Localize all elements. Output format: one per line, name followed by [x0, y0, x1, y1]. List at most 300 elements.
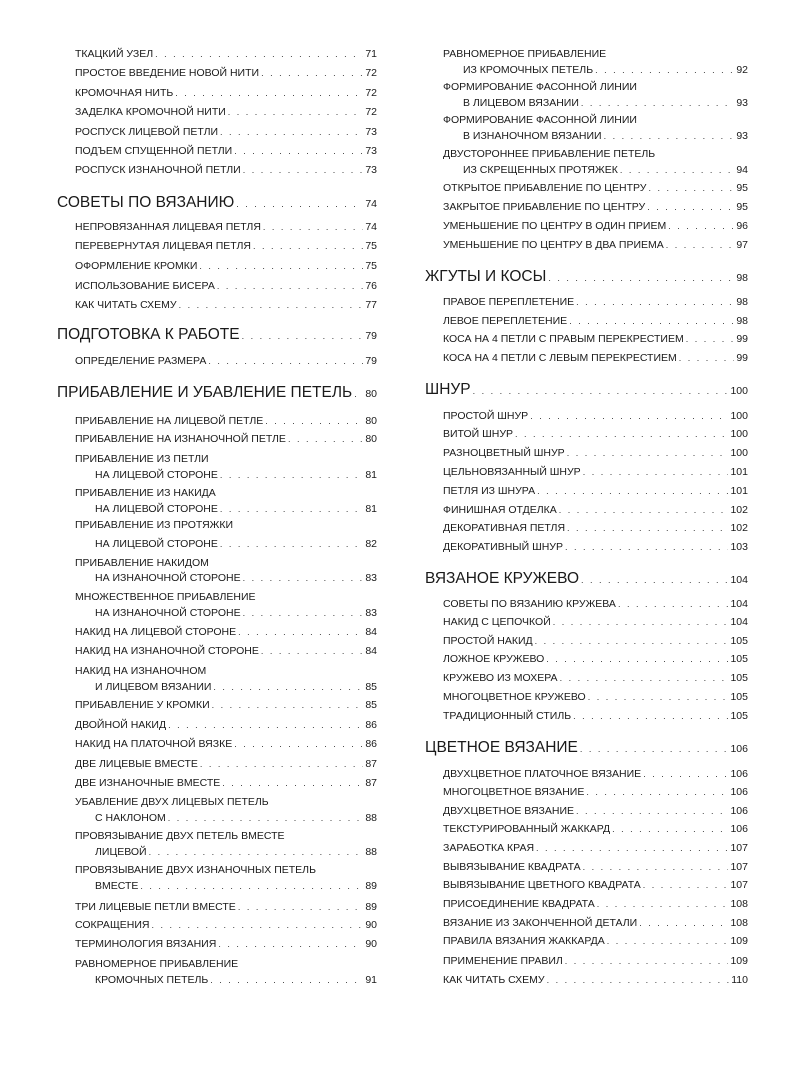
- dot-leader: [212, 699, 364, 712]
- dot-leader: [583, 861, 729, 874]
- entry-title: ИЗ КРОМОЧНЫХ ПЕТЕЛЬ: [463, 64, 594, 76]
- toc-entry-first-line: [443, 81, 748, 94]
- entry-title: НАКИД С ЦЕПОЧКОЙ: [443, 616, 551, 628]
- entry-title: КОСА НА 4 ПЕТЛИ С ПРАВЫМ ПЕРЕКРЕСТИЕМ: [443, 333, 684, 345]
- dot-leader: [218, 938, 363, 951]
- page-number: 107: [730, 842, 748, 854]
- entry-title: ЗАКРЫТОЕ ПРИБАВЛЕНИЕ ПО ЦЕНТРУ: [443, 201, 646, 213]
- dot-leader: [586, 786, 728, 799]
- dot-leader: [580, 740, 729, 758]
- toc-entry[interactable]: [443, 522, 748, 535]
- toc-entry[interactable]: [443, 710, 748, 723]
- page-number: 105: [730, 710, 748, 722]
- page-number: 106: [730, 786, 748, 798]
- dot-leader: [179, 299, 364, 312]
- toc-entry[interactable]: [443, 182, 748, 195]
- page-number: 101: [730, 485, 748, 497]
- entry-title: УБАВЛЕНИЕ ДВУХ ЛИЦЕВЫХ ПЕТЕЛЬ: [75, 796, 269, 808]
- toc-entry[interactable]: [75, 299, 377, 312]
- toc-section-heading[interactable]: [425, 739, 748, 758]
- page-number: 80: [365, 433, 377, 445]
- page-number: 84: [365, 645, 377, 657]
- dot-leader: [569, 315, 734, 328]
- dot-leader: [576, 805, 728, 818]
- section-title: СОВЕТЫ ПО ВЯЗАНИЮ: [57, 194, 235, 211]
- page-number: 79: [365, 355, 377, 367]
- toc-entry[interactable]: [443, 898, 748, 911]
- entry-title: КРУЖЕВО ИЗ МОХЕРА: [443, 672, 558, 684]
- dot-leader: [152, 919, 364, 932]
- entry-title: СОВЕТЫ ПО ВЯЗАНИЮ КРУЖЕВА: [443, 598, 616, 610]
- toc-entry[interactable]: [75, 106, 377, 119]
- toc-entry[interactable]: [75, 87, 377, 100]
- dot-leader: [354, 385, 363, 403]
- toc-entry-first-line: [75, 796, 377, 809]
- dot-leader: [686, 333, 735, 346]
- dot-leader: [530, 410, 728, 423]
- dot-leader: [220, 469, 363, 482]
- dot-leader: [565, 541, 729, 554]
- toc-entry[interactable]: [75, 145, 377, 158]
- page-number: 106: [730, 805, 748, 817]
- dot-leader: [288, 433, 363, 446]
- toc-entry[interactable]: [443, 786, 748, 799]
- toc-entry[interactable]: [95, 469, 377, 482]
- page-number: 106: [730, 743, 748, 755]
- page-number: 71: [365, 48, 377, 60]
- dot-leader: [220, 126, 363, 139]
- dot-leader: [175, 87, 363, 100]
- dot-leader: [515, 428, 728, 441]
- entry-title: ТЕКСТУРИРОВАННЫЙ ЖАККАРД: [443, 823, 611, 835]
- toc-entry[interactable]: [443, 917, 748, 930]
- page-number: 98: [736, 315, 748, 327]
- page-number: 86: [365, 719, 377, 731]
- entry-title: МНОГОЦВЕТНОЕ ВЯЗАНИЕ: [443, 786, 585, 798]
- toc-entry[interactable]: [463, 130, 748, 143]
- toc-entry[interactable]: [75, 221, 377, 234]
- toc-entry[interactable]: [443, 598, 748, 611]
- entry-title: ФОРМИРОВАНИЕ ФАСОННОЙ ЛИНИИ: [443, 81, 637, 93]
- page-number: 76: [365, 280, 377, 292]
- page-number: 107: [730, 861, 748, 873]
- dot-leader: [242, 327, 364, 345]
- toc-section-heading[interactable]: [425, 381, 748, 400]
- entry-title: КОСА НА 4 ПЕТЛИ С ЛЕВЫМ ПЕРЕКРЕСТИЕМ: [443, 352, 677, 364]
- toc-entry[interactable]: [443, 616, 748, 629]
- dot-leader: [618, 598, 729, 611]
- entry-title: УМЕНЬШЕНИЕ ПО ЦЕНТРУ В ДВА ПРИЕМА: [443, 239, 664, 251]
- dot-leader: [155, 48, 363, 61]
- dot-leader: [228, 106, 364, 119]
- page-number: 110: [731, 974, 748, 986]
- entry-title: ЛОЖНОЕ КРУЖЕВО: [443, 653, 545, 665]
- entry-title: УМЕНЬШЕНИЕ ПО ЦЕНТРУ В ОДИН ПРИЕМ: [443, 220, 667, 232]
- dot-leader: [647, 201, 734, 214]
- dot-leader: [553, 616, 729, 629]
- dot-leader: [234, 738, 363, 751]
- entry-title: ПРИБАВЛЕНИЕ ИЗ ПРОТЯЖКИ: [75, 519, 234, 531]
- toc-entry[interactable]: [443, 428, 748, 441]
- toc-entry[interactable]: [443, 805, 748, 818]
- page-number: 85: [365, 681, 377, 693]
- dot-leader: [548, 269, 734, 287]
- page-number: 81: [365, 469, 377, 481]
- toc-section-heading[interactable]: [57, 326, 377, 345]
- entry-title: НА ИЗНАНОЧНОЙ СТОРОНЕ: [95, 572, 241, 584]
- entry-title: РОСПУСК ЛИЦЕВОЙ ПЕТЛИ: [75, 126, 219, 138]
- entry-title: ЗАДЕЛКА КРОМОЧНОЙ НИТИ: [75, 106, 226, 118]
- page-number: 102: [730, 522, 748, 534]
- toc-entry[interactable]: [75, 919, 377, 932]
- toc-entry[interactable]: [75, 758, 377, 771]
- dot-leader: [238, 626, 363, 639]
- entry-title: РАВНОМЕРНОЕ ПРИБАВЛЕНИЕ: [443, 48, 607, 60]
- toc-entry[interactable]: [95, 812, 377, 825]
- toc-entry-first-line: [75, 519, 377, 532]
- toc-entry[interactable]: [95, 607, 377, 620]
- entry-title: СОКРАЩЕНИЯ: [75, 919, 150, 931]
- entry-title: МНОЖЕСТВЕННОЕ ПРИБАВЛЕНИЕ: [75, 591, 256, 603]
- entry-title: НА ЛИЦЕВОЙ СТОРОНЕ: [95, 538, 218, 550]
- entry-title: НАКИД НА ПЛАТОЧНОЙ ВЯЗКЕ: [75, 738, 233, 750]
- toc-entry[interactable]: [75, 240, 377, 253]
- dot-leader: [265, 415, 363, 428]
- toc-entry[interactable]: [443, 410, 748, 423]
- entry-title: ПОДЪЕМ СПУЩЕННОЙ ПЕТЛИ: [75, 145, 233, 157]
- toc-entry[interactable]: [95, 572, 377, 585]
- page-number: 73: [365, 126, 377, 138]
- section-title: ШНУР: [425, 381, 471, 398]
- page-number: 83: [365, 607, 377, 619]
- dot-leader: [200, 758, 363, 771]
- page-number: 93: [736, 97, 748, 109]
- page-number: 94: [736, 164, 748, 176]
- toc-entry-first-line: [75, 665, 377, 678]
- toc-entry[interactable]: [463, 64, 748, 77]
- page-number: 91: [365, 974, 377, 986]
- entry-title: ТЕРМИНОЛОГИЯ ВЯЗАНИЯ: [75, 938, 217, 950]
- entry-title: РОСПУСК ИЗНАНОЧНОЙ ПЕТЛИ: [75, 164, 241, 176]
- page-number: 109: [730, 935, 748, 947]
- page-number: 81: [365, 503, 377, 515]
- entry-title: В ЛИЦЕВОМ ВЯЗАНИИ: [463, 97, 579, 109]
- entry-title: ДВУХЦВЕТНОЕ ПЛАТОЧНОЕ ВЯЗАНИЕ: [443, 768, 642, 780]
- entry-title: ПРОСТОЙ ШНУР: [443, 410, 529, 422]
- dot-leader: [243, 164, 364, 177]
- toc-entry[interactable]: [443, 352, 748, 365]
- toc-entry[interactable]: [75, 719, 377, 732]
- toc-entry[interactable]: [75, 280, 377, 293]
- entry-title: ПРИБАВЛЕНИЕ НА ИЗНАНОЧНОЙ ПЕТЛЕ: [75, 433, 286, 445]
- entry-title: ДВУСТОРОННЕЕ ПРИБАВЛЕНИЕ ПЕТЕЛЬ: [443, 148, 656, 160]
- page-number: 106: [730, 823, 748, 835]
- entry-title: ДВЕ ИЗНАНОЧНЫЕ ВМЕСТЕ: [75, 777, 221, 789]
- entry-title: ЛЕВОЕ ПЕРЕПЛЕТЕНИЕ: [443, 315, 568, 327]
- page-number: 98: [736, 272, 748, 284]
- toc-section-heading[interactable]: [425, 268, 748, 287]
- toc-entry[interactable]: [443, 672, 748, 685]
- page-number: 98: [736, 296, 748, 308]
- section-title: ПОДГОТОВКА К РАБОТЕ: [57, 326, 240, 343]
- dot-leader: [243, 607, 364, 620]
- dot-leader: [263, 221, 363, 234]
- toc-entry[interactable]: [75, 48, 377, 61]
- page-number: 104: [730, 598, 748, 610]
- toc-entry[interactable]: [75, 67, 377, 80]
- toc-entry[interactable]: [443, 635, 748, 648]
- entry-title: КАК ЧИТАТЬ СХЕМУ: [75, 299, 177, 311]
- entry-title: ПРОВЯЗЫВАНИЕ ДВУХ ПЕТЕЛЬ ВМЕСТЕ: [75, 830, 285, 842]
- entry-title: ДЕКОРАТИВНЫЙ ШНУР: [443, 541, 563, 553]
- toc-section-heading[interactable]: [57, 194, 377, 213]
- toc-entry[interactable]: [443, 861, 748, 874]
- page-number: 86: [365, 738, 377, 750]
- dot-leader: [208, 355, 363, 368]
- toc-entry[interactable]: [75, 901, 377, 914]
- dot-leader: [565, 955, 729, 968]
- toc-entry[interactable]: [443, 466, 748, 479]
- entry-title: НА ИЗНАНОЧНОЙ СТОРОНЕ: [95, 607, 241, 619]
- toc-entry[interactable]: [443, 879, 748, 892]
- entry-title: ПРИБАВЛЕНИЕ У КРОМКИ: [75, 699, 210, 711]
- toc-entry[interactable]: [463, 97, 748, 110]
- page-number: 99: [736, 352, 748, 364]
- dot-leader: [261, 645, 363, 658]
- entry-title: ИЗ СКРЕЩЕННЫХ ПРОТЯЖЕК: [463, 164, 618, 176]
- page-number: 80: [365, 388, 377, 400]
- entry-title: ПРОСТОЕ ВВЕДЕНИЕ НОВОЙ НИТИ: [75, 67, 260, 79]
- page-number: 105: [730, 672, 748, 684]
- page-number: 96: [736, 220, 748, 232]
- entry-title: ПРАВОЕ ПЕРЕПЛЕТЕНИЕ: [443, 296, 575, 308]
- page-number: 100: [730, 410, 748, 422]
- dot-leader: [612, 823, 728, 836]
- entry-title: ЛИЦЕВОЙ: [95, 846, 147, 858]
- toc-entry[interactable]: [75, 433, 377, 446]
- toc-entry[interactable]: [443, 768, 748, 781]
- entry-title: ТРИ ЛИЦЕВЫЕ ПЕТЛИ ВМЕСТЕ: [75, 901, 236, 913]
- dot-leader: [648, 182, 734, 195]
- toc-entry[interactable]: [443, 315, 748, 328]
- section-title: ЖГУТЫ И КОСЫ: [425, 268, 547, 285]
- page-number: 106: [730, 768, 748, 780]
- page-number: 97: [736, 239, 748, 251]
- dot-leader: [546, 653, 728, 666]
- toc-entry-first-line: [75, 830, 377, 843]
- toc-entry-first-line: [75, 958, 377, 971]
- toc-entry[interactable]: [443, 842, 748, 855]
- page-number: 83: [365, 572, 377, 584]
- page-number: 93: [736, 130, 748, 142]
- dot-leader: [567, 447, 729, 460]
- page-number: 89: [365, 880, 377, 892]
- dot-leader: [220, 503, 363, 516]
- page-number: 82: [365, 538, 377, 550]
- page-number: 102: [730, 504, 748, 516]
- toc-entry[interactable]: [75, 415, 377, 428]
- entry-title: ОТКРЫТОЕ ПРИБАВЛЕНИЕ ПО ЦЕНТРУ: [443, 182, 647, 194]
- entry-title: ВМЕСТЕ: [95, 880, 139, 892]
- toc-entry[interactable]: [443, 201, 748, 214]
- toc-entry[interactable]: [443, 296, 748, 309]
- toc-entry[interactable]: [443, 239, 748, 252]
- toc-entry[interactable]: [75, 777, 377, 790]
- toc-entry[interactable]: [443, 541, 748, 554]
- toc-entry[interactable]: [75, 164, 377, 177]
- entry-title: ФИНИШНАЯ ОТДЕЛКА: [443, 504, 557, 516]
- page-number: 88: [365, 846, 377, 858]
- page-number: 77: [365, 299, 377, 311]
- toc-entry-first-line: [75, 864, 377, 877]
- toc-entry[interactable]: [443, 823, 748, 836]
- entry-title: ВИТОЙ ШНУР: [443, 428, 514, 440]
- page-number: 95: [736, 182, 748, 194]
- toc-entry[interactable]: [75, 938, 377, 951]
- entry-title: ДЕКОРАТИВНАЯ ПЕТЛЯ: [443, 522, 566, 534]
- entry-title: ИСПОЛЬЗОВАНИЕ БИСЕРА: [75, 280, 215, 292]
- entry-title: НА ЛИЦЕВОЙ СТОРОНЕ: [95, 503, 218, 515]
- entry-title: С НАКЛОНОМ: [95, 812, 166, 824]
- page-number: 105: [730, 635, 748, 647]
- dot-leader: [639, 917, 728, 930]
- dot-leader: [473, 382, 729, 400]
- page-number: 90: [365, 938, 377, 950]
- toc-entry[interactable]: [95, 974, 377, 987]
- page-number: 104: [730, 616, 748, 628]
- page-number: 72: [365, 106, 377, 118]
- entry-title: ПРОВЯЗЫВАНИЕ ДВУХ ИЗНАНОЧНЫХ ПЕТЕЛЬ: [75, 864, 316, 876]
- dot-leader: [588, 691, 729, 704]
- toc-entry[interactable]: [443, 447, 748, 460]
- dot-leader: [597, 898, 729, 911]
- page-number: 90: [365, 919, 377, 931]
- toc-entry[interactable]: [443, 220, 748, 233]
- dot-leader: [536, 842, 728, 855]
- toc-entry-first-line: [75, 453, 377, 466]
- dot-leader: [620, 164, 735, 177]
- toc-entry-first-line: [443, 48, 748, 61]
- entry-title: ПРИБАВЛЕНИЕ ИЗ ПЕТЛИ: [75, 453, 209, 465]
- page-number: 108: [730, 898, 748, 910]
- toc-entry[interactable]: [75, 260, 377, 273]
- page-number: 103: [730, 541, 748, 553]
- toc-entry[interactable]: [443, 504, 748, 517]
- dot-leader: [220, 538, 363, 551]
- dot-leader: [168, 812, 364, 825]
- dot-leader: [213, 681, 363, 694]
- dot-leader: [581, 571, 728, 589]
- toc-entry[interactable]: [75, 626, 377, 639]
- toc-entry[interactable]: [443, 333, 748, 346]
- toc-section-heading[interactable]: [57, 384, 377, 403]
- entry-title: ВЫВЯЗЫВАНИЕ КВАДРАТА: [443, 861, 581, 873]
- entry-title: КРОМОЧНЫХ ПЕТЕЛЬ: [95, 974, 209, 986]
- page-number: 73: [365, 145, 377, 157]
- entry-title: КАК ЧИТАТЬ СХЕМУ: [443, 974, 545, 986]
- page-number: 108: [730, 917, 748, 929]
- toc-entry[interactable]: [443, 935, 748, 948]
- page-number: 105: [730, 691, 748, 703]
- entry-title: ДВЕ ЛИЦЕВЫЕ ВМЕСТЕ: [75, 758, 198, 770]
- entry-title: ПРОСТОЙ НАКИД: [443, 635, 533, 647]
- toc-entry[interactable]: [75, 126, 377, 139]
- toc-entry[interactable]: [75, 355, 377, 368]
- entry-title: ВЯЗАНИЕ ИЗ ЗАКОНЧЕННОЙ ДЕТАЛИ: [443, 917, 638, 929]
- toc-entry[interactable]: [443, 691, 748, 704]
- entry-title: ЦЕЛЬНОВЯЗАННЫЙ ШНУР: [443, 466, 581, 478]
- toc-entry[interactable]: [463, 164, 748, 177]
- section-title: ЦВЕТНОЕ ВЯЗАНИЕ: [425, 739, 578, 756]
- dot-leader: [576, 296, 734, 309]
- toc-entry[interactable]: [443, 653, 748, 666]
- page-number: 88: [365, 812, 377, 824]
- entry-title: НА ЛИЦЕВОЙ СТОРОНЕ: [95, 469, 218, 481]
- entry-title: ПРИСОЕДИНЕНИЕ КВАДРАТА: [443, 898, 595, 910]
- dot-leader: [261, 67, 363, 80]
- entry-title: ФОРМИРОВАНИЕ ФАСОННОЙ ЛИНИИ: [443, 114, 637, 126]
- dot-leader: [168, 719, 363, 732]
- toc-entry[interactable]: [75, 699, 377, 712]
- page-number: 84: [365, 626, 377, 638]
- page-number: 104: [730, 574, 748, 586]
- dot-leader: [560, 672, 729, 685]
- dot-leader: [234, 145, 363, 158]
- entry-title: ОФОРМЛЕНИЕ КРОМКИ: [75, 260, 198, 272]
- toc-entry[interactable]: [75, 738, 377, 751]
- entry-title: ПРИБАВЛЕНИЕ ИЗ НАКИДА: [75, 487, 216, 499]
- toc-entry[interactable]: [95, 503, 377, 516]
- entry-title: ПЕТЛЯ ИЗ ШНУРА: [443, 485, 536, 497]
- toc-entry[interactable]: [443, 955, 748, 968]
- dot-leader: [199, 260, 363, 273]
- entry-title: НАКИД НА ИЗНАНОЧНОЙ СТОРОНЕ: [75, 645, 259, 657]
- entry-title: ОПРЕДЕЛЕНИЕ РАЗМЕРА: [75, 355, 207, 367]
- dot-leader: [140, 880, 363, 893]
- dot-leader: [217, 280, 363, 293]
- page-number: 75: [365, 260, 377, 272]
- toc-entry[interactable]: [443, 485, 748, 498]
- dot-leader: [666, 239, 735, 252]
- entry-title: ДВОЙНОЙ НАКИД: [75, 719, 167, 731]
- entry-title: НАКИД НА ИЗНАНОЧНОМ: [75, 665, 207, 677]
- entry-title: РАЗНОЦВЕТНЫЙ ШНУР: [443, 447, 565, 459]
- toc-entry[interactable]: [95, 681, 377, 694]
- toc-entry-first-line: [75, 591, 377, 604]
- page-number: 85: [365, 699, 377, 711]
- toc-section-heading[interactable]: [425, 570, 748, 589]
- toc-entry-first-line: [443, 114, 748, 127]
- toc-entry[interactable]: [95, 880, 377, 893]
- entry-title: ПЕРЕВЕРНУТАЯ ЛИЦЕВАЯ ПЕТЛЯ: [75, 240, 251, 252]
- dot-leader: [573, 710, 728, 723]
- toc-entry-first-line: [75, 487, 377, 500]
- dot-leader: [253, 240, 363, 253]
- entry-title: ПРИБАВЛЕНИЕ НА ЛИЦЕВОЙ ПЕТЛЕ: [75, 415, 264, 427]
- toc-entry[interactable]: [443, 974, 748, 987]
- entry-title: РАВНОМЕРНОЕ ПРИБАВЛЕНИЕ: [75, 958, 239, 970]
- entry-title: И ЛИЦЕВОМ ВЯЗАНИИ: [95, 681, 212, 693]
- page-number: 100: [730, 385, 748, 397]
- entry-title: ВЫВЯЗЫВАНИЕ ЦВЕТНОГО КВАДРАТА: [443, 879, 641, 891]
- page-number: 109: [730, 955, 748, 967]
- toc-entry[interactable]: [75, 645, 377, 658]
- entry-title: НАКИД НА ЛИЦЕВОЙ СТОРОНЕ: [75, 626, 237, 638]
- dot-leader: [668, 220, 734, 233]
- toc-entry[interactable]: [95, 846, 377, 859]
- toc-entry[interactable]: [95, 538, 377, 551]
- dot-leader: [149, 846, 364, 859]
